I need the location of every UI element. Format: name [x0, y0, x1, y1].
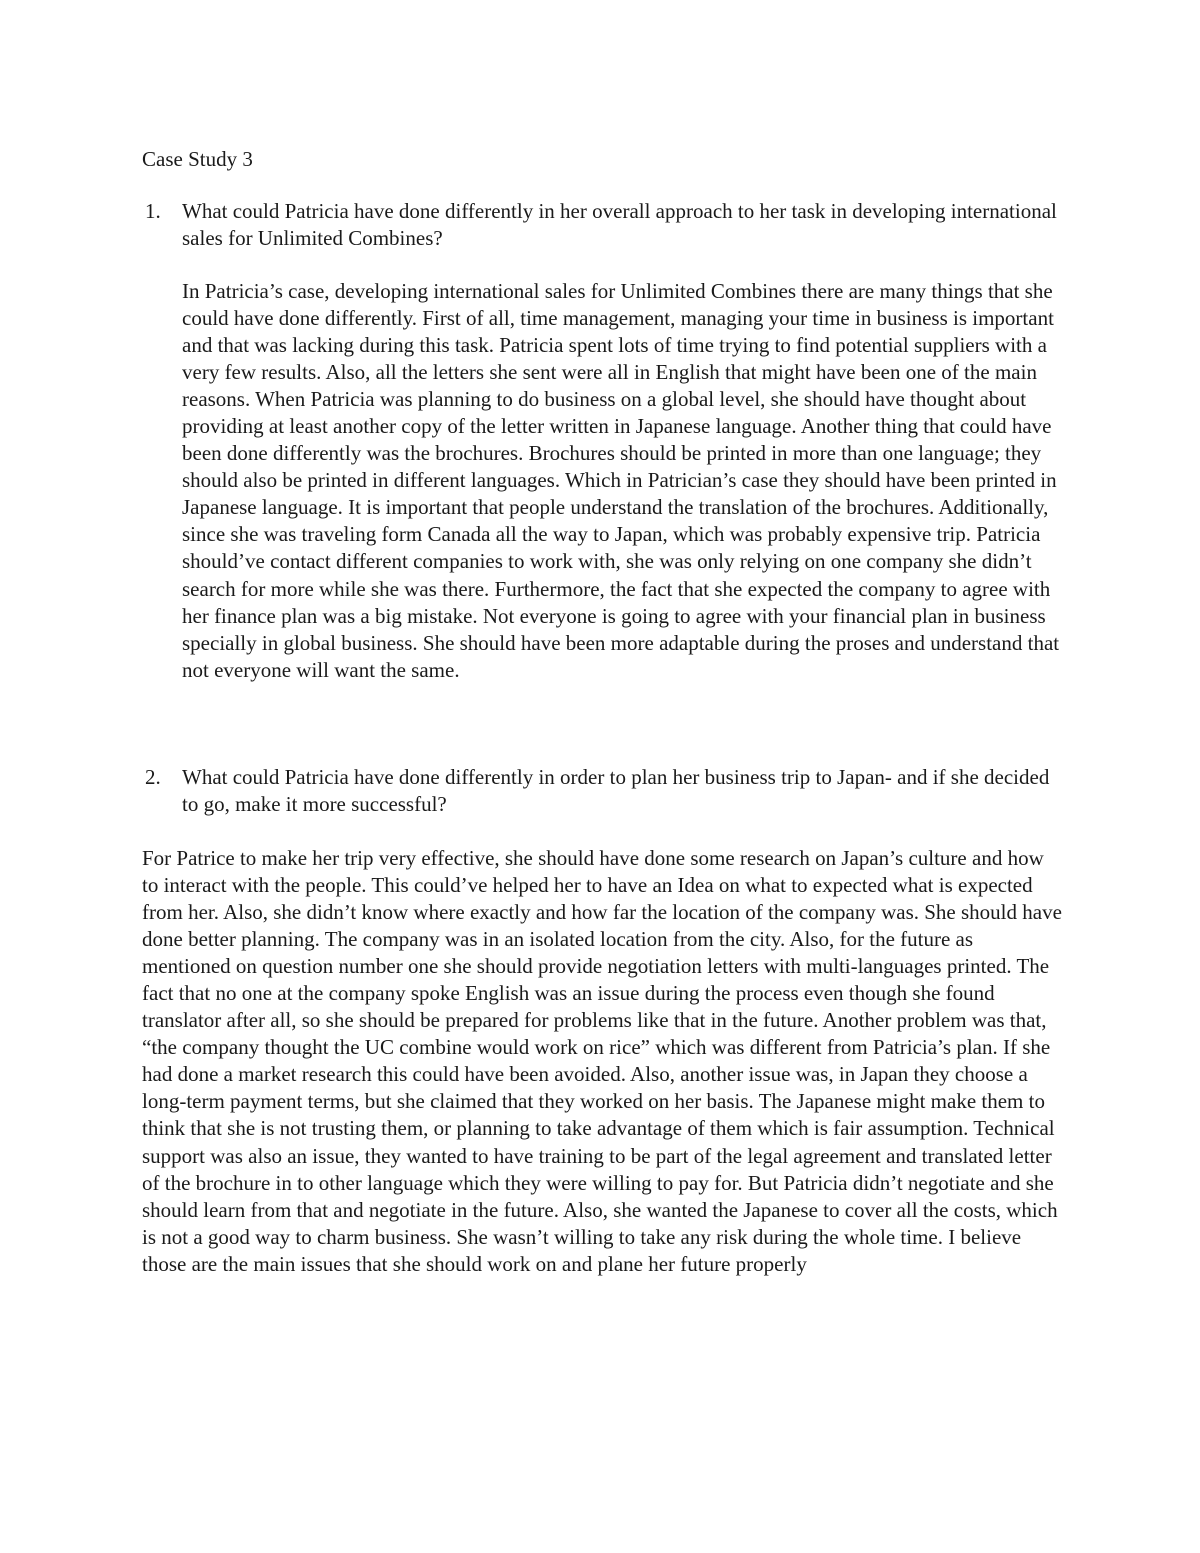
question-text: What could Patricia have done differently in order to plan her business trip to Japan- and if she decided to go, make it more successful? — [182, 765, 1050, 816]
question-1 — [142, 198, 1062, 258]
question-2 — [142, 764, 1062, 824]
question-number: 1. — [145, 199, 161, 223]
document-title: Case Study 3 — [142, 147, 253, 171]
answer-1-paragraph: In Patricia’s case, developing international sales for Unlimited Combines there are many things that she could have done differently. First of all, time management, managing your time in business is important and that was lacking during this task. Patricia spent lots of time trying to find potential suppliers with a very few results. Also, all the letters she sent were all in English that might have been one of the main reasons. When Patricia was planning to do business on a global level, she should have thought about providing at least another copy of the letter written in Japanese language. Another thing that could have been done differently was the brochures. Brochures should be printed in more than one language; they should also be printed in different languages. Which in Patrician’s case they should have been printed in Japanese language. It is important that people understand the translation of the brochures. Additionally, since she was traveling form Canada all the way to Japan, which was probably expensive trip. Patricia should’ve contact different companies to work with, she was only relying on one company she didn’t search for more while she was there. Furthermore, the fact that she expected the company to agree with her finance plan was a big mistake. Not everyone is going to agree with your financial plan in business specially in global business. She should have been more adaptable during the proses and understand that not everyone will want the same. — [182, 279, 1060, 682]
question-number: 2. — [145, 765, 161, 789]
question-text: What could Patricia have done differently in her overall approach to her task in developing international sales for Unlimited Combines? — [182, 199, 1057, 250]
answer-2-paragraph: For Patrice to make her trip very effective, she should have done some research on Japan’s culture and how to interact with the people. This could’ve helped her to have an Idea on what to expected what is expected from her. Also, she didn’t know where exactly and how far the location of the company was. She should have done better planning. The company was in an isolated location from the city. Also, for the future as mentioned on question number one she should provide negotiation letters with multi-languages printed. The fact that no one at the company spoke English was an issue during the process even though she found translator after all, so she should be prepared for problems like that in the future. Another problem was that, “the company thought the UC combine would work on rice” which was different from Patricia’s plan. If she had done a market research this could have been avoided. Also, another issue was, in Japan they choose a long-term payment terms, but she claimed that they worked on her basis. The Japanese might make them to think that she is not trusting them, or planning to take advantage of them which is fair assumption. Technical support was also an issue, they wanted to have training to be part of the legal agreement and translated letter of the brochure in to other language which they were willing to pay for. But Patricia didn’t negotiate and she should learn from that and negotiate in the future. Also, she wanted the Japanese to cover all the costs, which is not a good way to charm business. She wasn’t willing to take any risk during the whole time. I believe those are the main issues that she should work on and plane her future properly — [142, 846, 1062, 1276]
